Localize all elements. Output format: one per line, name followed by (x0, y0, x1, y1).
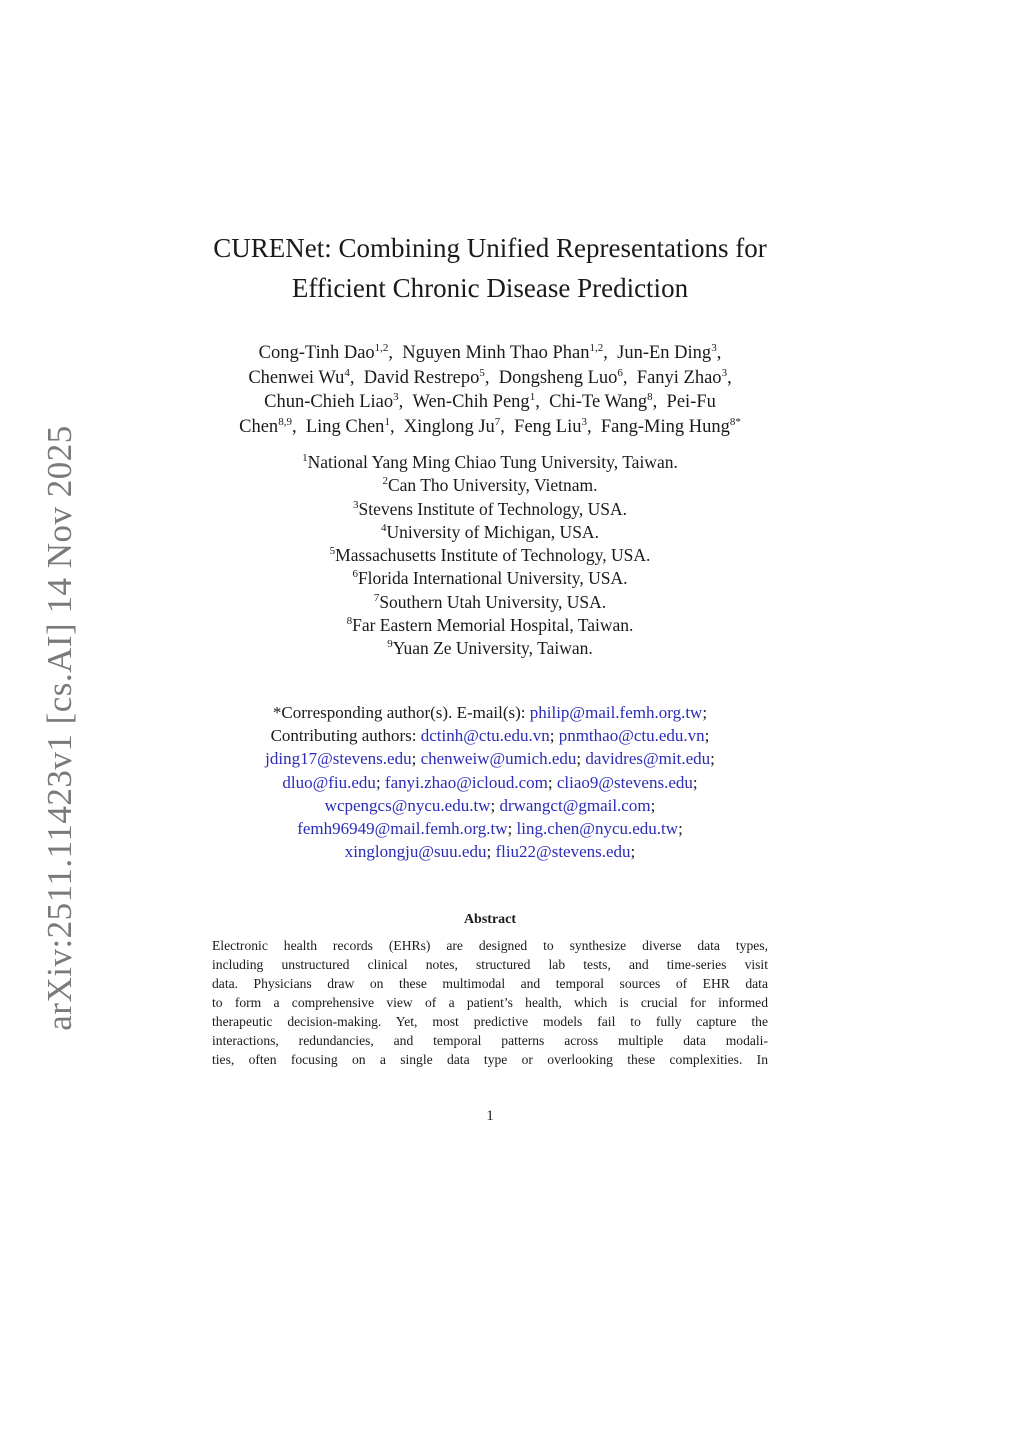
author-name (239, 417, 296, 437)
author-email-link[interactable]: jding17@stevens.edu (265, 749, 412, 769)
author-name-text: Nguyen Minh Thao Phan (402, 343, 590, 363)
author-name (667, 392, 716, 412)
author-name (259, 343, 393, 363)
affiliation-item (190, 591, 790, 614)
author-name-text: Ling Chen (305, 416, 385, 437)
author-line (190, 366, 790, 391)
author-name-text: Feng Liu (514, 416, 582, 437)
author-list (190, 341, 790, 439)
title-line-1: CURENet: Combining Unified Representations for (213, 233, 767, 263)
author-separator: , (535, 392, 540, 412)
author-name-text: Chen (239, 416, 279, 437)
author-affiliation-mark: 3 (393, 391, 399, 403)
author-affiliation-mark: 3 (711, 342, 717, 354)
author-name (404, 417, 505, 437)
abstract-line: therapeutic decision-making. Yet, most predictive models fail to fully capture the (212, 1013, 768, 1029)
author-separator: , (727, 367, 732, 388)
author-name (549, 392, 657, 412)
author-affiliation-mark: 3 (721, 366, 728, 379)
author-separator: , (622, 367, 628, 388)
affiliation-text: Far Eastern Memorial Hospital, Taiwan. (352, 615, 634, 636)
author-separator: , (500, 416, 505, 437)
author-name (402, 343, 608, 363)
affiliation-text: Massachusetts Institute of Technology, USA. (335, 545, 651, 566)
affiliation-mark: 8 (346, 615, 353, 628)
author-name-text: Fang-Ming Hung (600, 416, 730, 437)
author-name (601, 417, 741, 437)
author-affiliation-mark: 3 (581, 415, 587, 428)
author-affiliation-mark: 1,2 (374, 342, 389, 354)
author-separator: , (603, 343, 608, 363)
affiliation-text: Yuan Ze University, Taiwan. (392, 638, 593, 659)
abstract-line: interactions, redundancies, and temporal patterns across multiple data modali- (212, 1032, 768, 1048)
affiliation-text: Florida International University, USA. (357, 568, 628, 589)
email-line: femh96949@mail.femh.org.tw; ling.chen@nycu.edu.tw; (297, 819, 683, 839)
author-name-text: Dongsheng Luo (498, 367, 618, 388)
author-affiliation-mark: 8,9 (278, 415, 292, 428)
affiliation-mark: 7 (373, 591, 380, 604)
affiliation-mark: 1 (302, 452, 308, 464)
author-affiliation-mark: 5 (479, 366, 485, 379)
author-name-text: Jun-En Ding (617, 343, 712, 363)
author-separator: , (398, 392, 404, 412)
author-affiliation-mark: 8* (729, 415, 741, 428)
abstract-line: ties, often focusing on a single data type or overlooking these complexities. In (212, 1051, 768, 1067)
author-name (412, 392, 539, 412)
paper-title (190, 228, 790, 308)
affiliation-mark: 4 (381, 521, 387, 534)
author-email-link[interactable]: chenweiw@umich.edu (420, 749, 577, 769)
affiliation-text: University of Michigan, USA. (386, 521, 599, 542)
author-affiliation-mark: 8 (647, 391, 653, 403)
affiliation-item (190, 637, 790, 660)
author-email-link[interactable]: fanyi.zhao@icloud.com (384, 772, 548, 792)
affiliation-list (190, 451, 790, 661)
contributing-label: Contributing authors: (270, 725, 417, 745)
affiliation-mark: 6 (352, 568, 358, 581)
author-line (190, 341, 790, 366)
author-name (499, 368, 628, 388)
abstract-text (212, 936, 768, 1069)
author-name-text: Cong-Tinh Dao (258, 343, 375, 363)
author-email-link[interactable]: davidres@mit.edu (585, 749, 711, 769)
author-name (306, 417, 395, 437)
author-name (264, 392, 403, 412)
author-email-link[interactable]: drwangct@gmail.com (499, 795, 651, 815)
author-name-text: Chenwei Wu (248, 367, 345, 388)
author-name (364, 368, 490, 388)
author-affiliation-mark: 6 (617, 366, 623, 379)
author-affiliation-mark: 1 (384, 415, 390, 428)
affiliation-item (190, 498, 790, 521)
arxiv-stamp (30, 424, 90, 1031)
affiliation-mark: 5 (329, 545, 336, 558)
affiliation-mark: 2 (382, 475, 388, 488)
author-separator: , (349, 367, 355, 388)
corresponding-email-link[interactable]: philip@mail.femh.org.tw (529, 702, 703, 722)
author-name-text: Pei-Fu (666, 392, 716, 412)
abstract-line: to form a comprehensive view of a patient’s health, which is crucial for informed (212, 994, 768, 1010)
author-name-text: Xinglong Ju (403, 416, 495, 437)
author-name-text: Fanyi Zhao (636, 367, 722, 388)
arxiv-identifier: arXiv:2511.11423v1 [cs.AI] 14 Nov 2025 (40, 424, 79, 1031)
email-line: xinglongju@suu.edu; fliu22@stevens.edu; (344, 842, 636, 862)
affiliation-item (190, 567, 790, 590)
author-affiliation-mark: 4 (344, 366, 350, 379)
author-email-link[interactable]: fliu22@stevens.edu (495, 842, 631, 862)
affiliation-item (190, 544, 790, 567)
author-separator: , (389, 416, 395, 437)
author-affiliation-mark: 1 (529, 391, 536, 403)
author-name (514, 417, 591, 437)
abstract-line: including unstructured clinical notes, structured lab tests, and time-series visit (212, 956, 768, 972)
author-email-link[interactable]: dctinh@ctu.edu.vn (420, 725, 550, 745)
paper-front-matter (190, 228, 790, 1069)
author-separator: , (652, 392, 658, 412)
abstract-line: data. Physicians draw on these multimodal and temporal sources of EHR data (212, 975, 768, 991)
author-name-text: Chi-Te Wang (549, 392, 648, 412)
email-line: dluo@fiu.edu; fanyi.zhao@icloud.com; cliao9@stevens.edu; (282, 772, 698, 792)
author-name-text: David Restrepo (363, 367, 480, 388)
author-separator: , (291, 416, 297, 437)
author-separator: , (388, 343, 394, 363)
email-line: wcpengcs@nycu.edu.tw; drwangct@gmail.com; (324, 795, 656, 815)
author-separator: , (716, 343, 722, 363)
corresponding-label: *Corresponding author(s). E-mail(s): (272, 702, 526, 722)
affiliation-mark: 3 (352, 498, 359, 511)
affiliation-item (190, 474, 790, 497)
page-number: 1 (486, 1108, 494, 1124)
author-email-link[interactable]: pnmthao@ctu.edu.vn (558, 725, 705, 745)
correspondence-block (190, 701, 790, 864)
abstract-line: Electronic health records (EHRs) are designed to synthesize diverse data types, (212, 937, 768, 953)
email-line: jding17@stevens.edu; chenweiw@umich.edu; davidres@mit.edu; (265, 749, 715, 769)
author-line (190, 415, 790, 440)
corresponding-line: *Corresponding author(s). E-mail(s): philip@mail.femh.org.tw; (272, 702, 708, 722)
author-email-link[interactable]: ling.chen@nycu.edu.tw (516, 819, 679, 839)
affiliation-text: Can Tho University, Vietnam. (387, 475, 598, 496)
abstract-heading: Abstract (463, 911, 517, 927)
author-separator: , (484, 367, 490, 388)
author-separator: , (586, 416, 592, 437)
author-name (617, 343, 721, 363)
author-email-link[interactable]: wcpengcs@nycu.edu.tw (324, 795, 491, 815)
author-line (190, 390, 790, 415)
author-name-text: Wen-Chih Peng (412, 392, 530, 412)
affiliation-item (190, 451, 790, 474)
author-name (637, 368, 732, 388)
author-email-link[interactable]: femh96949@mail.femh.org.tw (297, 819, 508, 839)
author-email-link[interactable]: cliao9@stevens.edu (556, 772, 693, 792)
author-affiliation-mark: 1,2 (589, 342, 604, 354)
affiliation-item (190, 521, 790, 544)
author-name (248, 368, 354, 388)
affiliation-text: Stevens Institute of Technology, USA. (358, 498, 628, 519)
affiliation-item (190, 614, 790, 637)
affiliation-text: National Yang Ming Chiao Tung University, Taiwan. (307, 452, 678, 472)
author-email-link[interactable]: xinglongju@suu.edu (344, 842, 487, 862)
affiliation-text: Southern Utah University, USA. (379, 591, 607, 612)
title-line-2: Efficient Chronic Disease Prediction (291, 273, 689, 303)
author-name-text: Chun-Chieh Liao (264, 392, 394, 412)
author-affiliation-mark: 7 (494, 415, 501, 428)
contributing-line: Contributing authors: dctinh@ctu.edu.vn; pnmthao@ctu.edu.vn; (270, 725, 710, 745)
affiliation-mark: 9 (387, 638, 393, 651)
contributing-emails (190, 747, 790, 863)
author-email-link[interactable]: dluo@fiu.edu (282, 772, 376, 792)
